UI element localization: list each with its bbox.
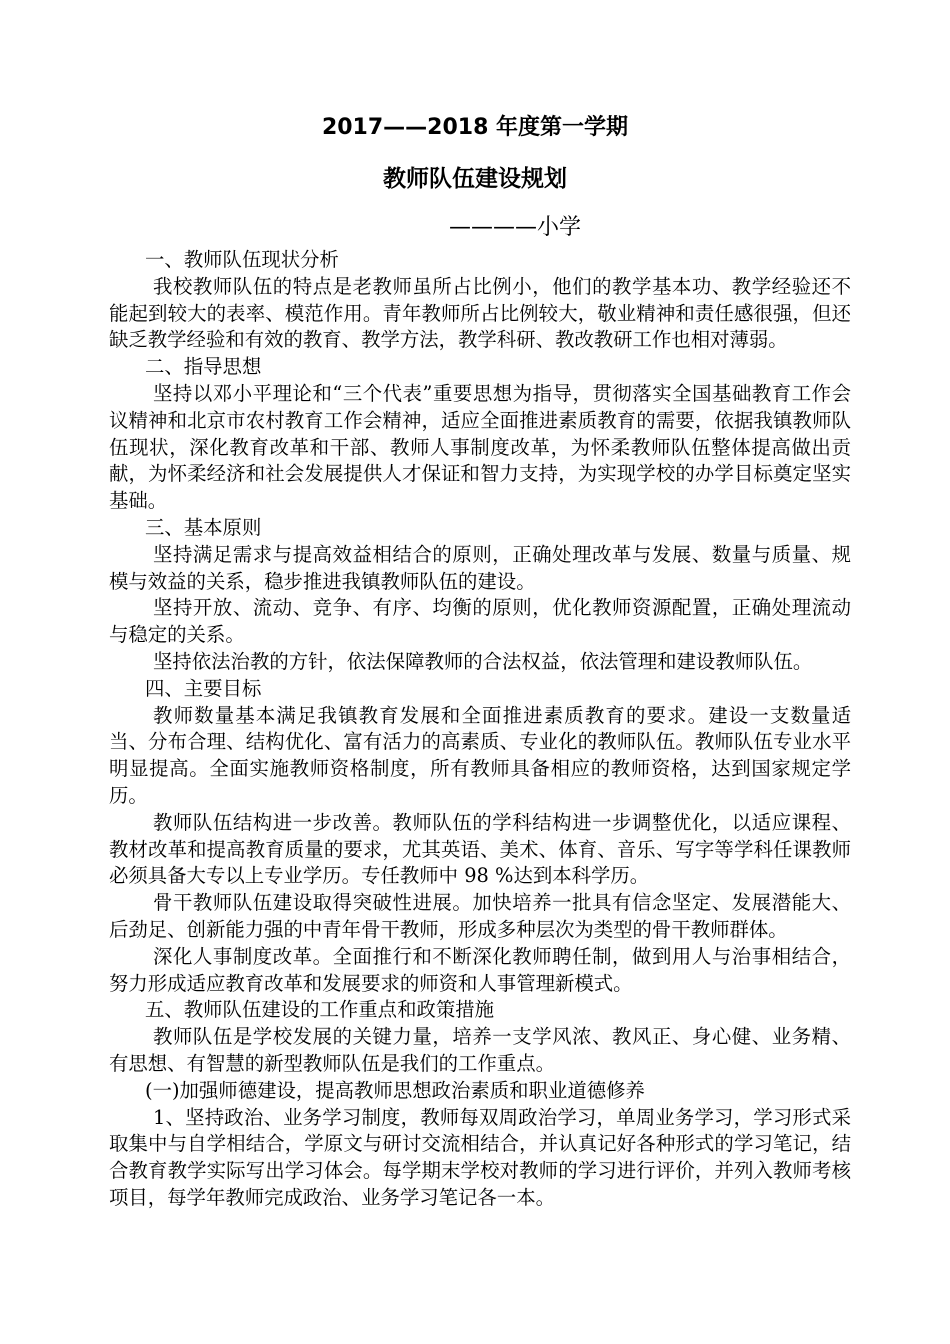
body-paragraph: 骨干教师队伍建设取得突破性进展。加快培养一批具有信念坚定、发展潜能大、后劲足、创新能力强的中青年骨干教师，形成多种层次为类型的骨干教师群体。 (109, 891, 851, 941)
section-heading: 五、教师队伍建设的工作重点和政策措施 (145, 998, 495, 1022)
body-paragraph: 坚持依法治教的方针，依法保障教师的合法权益，依法管理和建设教师队伍。 (153, 649, 813, 673)
section-heading: 四、主要目标 (145, 676, 262, 700)
body-paragraph: 坚持满足需求与提高效益相结合的原则，正确处理改革与发展、数量与质量、规模与效益的关系，稳步推进我镇教师队伍的建设。 (109, 542, 851, 593)
body-paragraph: 坚持以邓小平理论和“三个代表”重要思想为指导，贯彻落实全国基础教育工作会议精神和北京市农村教育工作会精神，适应全面推进素质教育的需要，依据我镇教师队伍现状，深化教育改革和干部、教师人事制度改革，为怀柔教师队伍整体提高做出贡献，为怀柔经济和社会发展提供人才保证和智力支持，为实现学校的办学目标奠定坚实基础。 (109, 381, 851, 513)
document-title-term: 2017——2018 年度第一学期 (321, 115, 629, 140)
section-heading: (一)加强师德建设，提高教师思想政治素质和职业道德修养 (145, 1078, 645, 1102)
body-paragraph: 深化人事制度改革。全面推行和不断深化教师聘任制，做到用人与治事相结合，努力形成适应教育改革和发展要求的师资和人事管理新模式。 (109, 944, 851, 995)
document-title-school: ————小学 (448, 215, 581, 240)
body-paragraph: 1、坚持政治、业务学习制度，教师每双周政治学习，单周业务学习，学习形式采取集中与自学相结合，学原文与研讨交流相结合，并认真记好各种形式的学习笔记，结合教育教学实际写出学习体会。每学期末学校对教师的学习进行评价，并列入教师考核项目，每学年教师完成政治、业务学习笔记各一本。 (109, 1105, 851, 1209)
document-title-main: 教师队伍建设规划 (383, 166, 567, 192)
section-heading: 一、教师队伍现状分析 (145, 248, 339, 271)
body-paragraph: 坚持开放、流动、竞争、有序、均衡的原则，优化教师资源配置，正确处理流动与稳定的关系。 (109, 596, 851, 647)
body-paragraph: 教师队伍是学校发展的关键力量，培养一支学风浓、教风正、身心健、业务精、有思想、有智慧的新型教师队伍是我们的工作重点。 (109, 1025, 851, 1075)
body-paragraph: 我校教师队伍的特点是老教师虽所占比例小，他们的教学基本功、教学经验还不能起到较大的表率、模范作用。青年教师所占比例较大，敬业精神和责任感很强，但还缺乏教学经验和有效的教育、教学方法，教学科研、教改教研工作也相对薄弱。 (109, 274, 851, 352)
section-heading: 三、基本原则 (145, 515, 262, 539)
body-paragraph: 教师数量基本满足我镇教育发展和全面推进素质教育的要求。建设一支数量适当、分布合理、结构优化、富有活力的高素质、专业化的教师队伍。教师队伍专业水平明显提高。全面实施教师资格制度，所有教师具备相应的教师资格，达到国家规定学历。 (109, 703, 851, 807)
document-body (109, 247, 851, 1212)
body-paragraph: 教师队伍结构进一步改善。教师队伍的学科结构进一步调整优化，以适应课程、教材改革和提高教育质量的要求，尤其英语、美术、体育、音乐、写字等学科任课教师必须具备大专以上专业学历。专任教师中 98 %达到本科学历。 (109, 810, 851, 888)
section-heading: 二、指导思想 (145, 355, 262, 379)
